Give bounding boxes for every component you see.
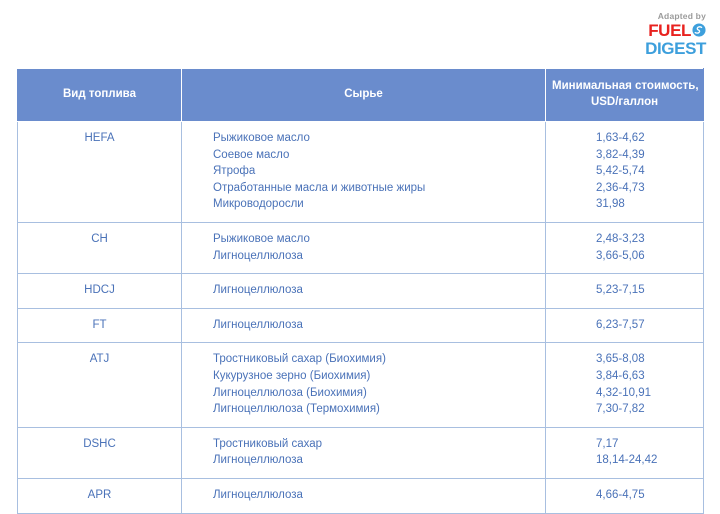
table-row (18, 427, 704, 478)
cell-fuel-type: APR (18, 478, 182, 513)
swirl-circle-icon (692, 23, 706, 37)
cell-fuel-type: HEFA (18, 122, 182, 223)
logo-adapted-by-text: Adapted by (657, 11, 706, 21)
table-row (18, 478, 704, 513)
min-cost-value: 3,84-6,63 (596, 369, 645, 382)
feedstock-item: Рыжиковое масло (213, 132, 310, 144)
table-header-row (18, 69, 704, 122)
table-row (18, 122, 704, 223)
cell-min-cost-list (546, 308, 704, 343)
min-cost-value: 2,36-4,73 (596, 181, 645, 194)
min-cost-value: 5,42-5,74 (596, 165, 645, 178)
cell-fuel-type: CH (18, 222, 182, 273)
table-row (18, 222, 704, 273)
column-header-feedstock: Сырье (182, 69, 546, 122)
min-cost-value: 7,17 (596, 437, 619, 450)
cell-fuel-type: DSHC (18, 427, 182, 478)
feedstock-item: Лигноцеллюлоза (213, 249, 303, 262)
feedstock-item: Кукурузное зерно (Биохимия) (213, 369, 371, 382)
cell-feedstock-list (182, 308, 546, 343)
min-cost-value: 18,14-24,42 (596, 454, 658, 467)
cell-min-cost-list (546, 427, 704, 478)
fuel-digest-logo (620, 12, 706, 57)
column-header-min-cost-line2: USD/галлон (590, 96, 659, 108)
cell-fuel-type: FT (18, 308, 182, 343)
feedstock-item: Микроводоросли (213, 198, 304, 211)
feedstock-item: Лигноцеллюлоза (213, 318, 303, 331)
feedstock-item: Лигноцеллюлоза (213, 454, 303, 467)
cell-feedstock-list (182, 427, 546, 478)
cell-min-cost-list (546, 122, 704, 223)
cell-min-cost-list (546, 222, 704, 273)
feedstock-item: Лигноцеллюлоза (Термохимия) (213, 403, 380, 416)
feedstock-item: Ятрофа (213, 165, 256, 178)
min-cost-value: 3,82-4,39 (596, 148, 645, 161)
min-cost-value: 6,23-7,57 (596, 318, 645, 331)
min-cost-value: 4,66-4,75 (596, 488, 645, 501)
cell-feedstock-list (182, 478, 546, 513)
feedstock-item: Рыжиковое масло (213, 232, 310, 245)
table-row (18, 274, 704, 309)
cell-min-cost-list (546, 478, 704, 513)
table-row (18, 308, 704, 343)
cell-min-cost-list (546, 274, 704, 309)
cell-feedstock-list (182, 274, 546, 309)
min-cost-value: 1,63-4,62 (596, 132, 645, 144)
feedstock-item: Тростниковый сахар (Биохимия) (213, 353, 386, 366)
logo-digest-text: DIGEST (645, 38, 706, 58)
feedstock-item: Соевое масло (213, 148, 290, 161)
cell-feedstock-list (182, 122, 546, 223)
feedstock-item: Отработанные масла и животные жиры (213, 181, 426, 194)
feedstock-item: Лигноцеллюлоза (213, 284, 303, 297)
cell-feedstock-list (182, 343, 546, 427)
min-cost-value: 4,32-10,91 (596, 386, 651, 399)
table-body (18, 122, 704, 514)
logo-fuel-text: FUEL (648, 20, 691, 40)
min-cost-value: 2,48-3,23 (596, 232, 645, 245)
min-cost-value: 31,98 (596, 198, 625, 211)
column-header-min-cost-line1: Минимальная стоимость, (552, 80, 699, 93)
table-row (18, 343, 704, 427)
logo-fuel-line (620, 22, 706, 39)
min-cost-value: 3,65-8,08 (596, 353, 645, 366)
feedstock-item: Лигноцеллюлоза (213, 488, 303, 501)
cell-fuel-type: HDCJ (18, 274, 182, 309)
min-cost-value: 5,23-7,15 (596, 284, 645, 297)
min-cost-value: 7,30-7,82 (596, 403, 645, 416)
cell-min-cost-list (546, 343, 704, 427)
feedstock-item: Лигноцеллюлоза (Биохимия) (213, 386, 367, 399)
column-header-min-cost (546, 69, 704, 122)
fuel-cost-table (17, 68, 704, 514)
cell-feedstock-list (182, 222, 546, 273)
feedstock-item: Тростниковый сахар (213, 437, 323, 450)
column-header-fuel-type: Вид топлива (18, 69, 182, 122)
min-cost-value: 3,66-5,06 (596, 249, 645, 262)
cell-fuel-type: ATJ (18, 343, 182, 427)
table-header (18, 69, 704, 122)
